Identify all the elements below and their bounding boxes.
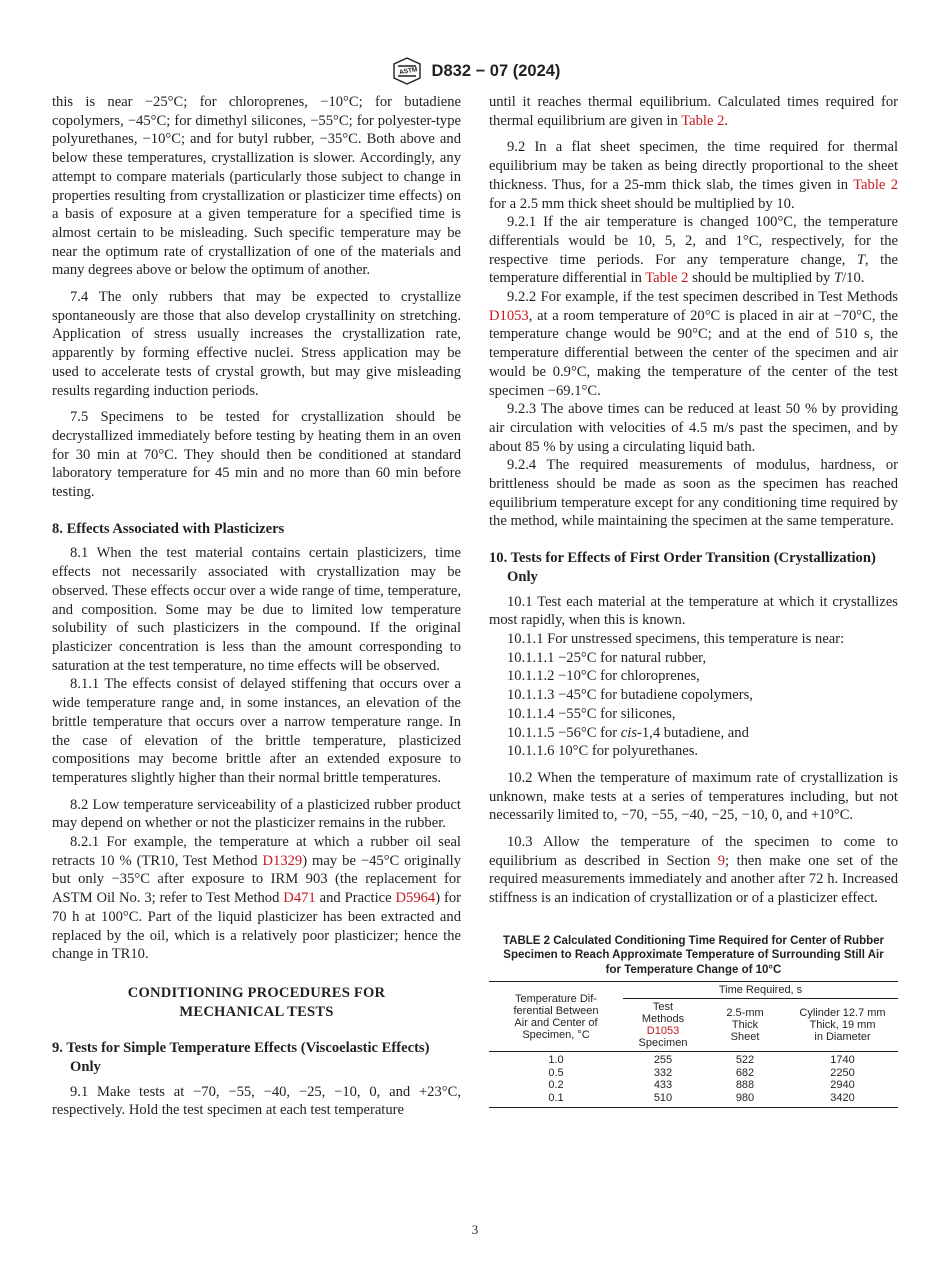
svg-text:ASTM: ASTM bbox=[398, 66, 418, 77]
column-group-time-required: Time Required, s bbox=[623, 982, 898, 999]
header-line: Temperature Dif- bbox=[515, 992, 597, 1005]
text-span: 9.2 In a flat sheet specimen, the time required for thermal equilibrium may be taken as being directly proportional to the sheet thickness. Thus, for a 25-mm thick slab, the times given in bbox=[489, 139, 898, 193]
paragraph-9-2-1 bbox=[489, 213, 898, 288]
link-d1053[interactable]: D1053 bbox=[646, 1025, 680, 1038]
text-span: ; then make one set of the required measurements immediately and another after 72 h. Increased stiffness is an indication of crystallization or of a plasticizer effect. bbox=[489, 852, 898, 907]
link-d5964[interactable]: D5964 bbox=[395, 890, 436, 907]
heading-line-2: MECHANICAL TESTS bbox=[179, 1003, 334, 1020]
link-d1053[interactable]: D1053 bbox=[489, 307, 529, 324]
document-code: D832 − 07 (2024) bbox=[431, 61, 561, 80]
list-item: 10.1.1.1 −25°C for natural rubber, bbox=[507, 649, 707, 666]
text-span: . bbox=[724, 112, 729, 129]
text-span: until it reaches thermal equilibrium. Calculated times required for thermal equilibrium are given in bbox=[489, 94, 898, 129]
section-10-heading: 10. Tests for Effects of First Order Transition (Crystallization) Only bbox=[489, 550, 876, 585]
table-cell: 0.2 bbox=[548, 1079, 564, 1092]
table-cell: 0.5 bbox=[548, 1066, 564, 1079]
header-line: Air and Center of bbox=[514, 1016, 598, 1029]
table-cell: 0.1 bbox=[489, 1092, 623, 1108]
conditioning-procedures-heading bbox=[52, 984, 461, 1021]
link-d1329[interactable]: D1329 bbox=[262, 852, 303, 869]
table-cell: 332 bbox=[653, 1066, 673, 1079]
link-section-9[interactable]: 9 bbox=[717, 852, 726, 869]
text-span: /10. bbox=[842, 270, 865, 287]
table-2 bbox=[489, 981, 898, 1108]
left-column bbox=[52, 93, 461, 1120]
text-span: 9.2.2 For example, if the test specimen described in Test Methods bbox=[507, 289, 898, 306]
column-header-temperature bbox=[489, 982, 623, 1052]
table-cell: 3420 bbox=[787, 1092, 898, 1108]
link-table-2[interactable]: Table 2 bbox=[645, 270, 689, 287]
text-span: 9.2.1 If the air temperature is changed 100°C, the temperature differentials would be 10, 5, 2, and 1°C, respectively, for the respective time periods. For any temperature change, bbox=[489, 214, 898, 268]
paragraph-9-1: 9.1 Make tests at −70, −55, −40, −25, −10, 0, and +23°C, respectively. Hold the test specimen at each test temperature bbox=[52, 1083, 461, 1119]
paragraph-8-1: 8.1 When the test material contains certain plasticizers, time effects not necessarily associated with crystallization may be observed. These effects occur over a wide range of time, temperature, and composition. Some may be due to limited low temperature solubility of such plasticizers in the compound. If the original plasticizer concentration is less than the amount corresponding to saturation at the test temperature, no time effects will be observed. bbox=[52, 545, 461, 674]
text-span: -1,4 butadiene, and bbox=[637, 724, 749, 741]
page-header bbox=[0, 56, 950, 86]
astm-logo-icon bbox=[390, 56, 424, 86]
link-d471[interactable]: D471 bbox=[283, 890, 316, 907]
heading-line-1: CONDITIONING PROCEDURES FOR bbox=[127, 984, 386, 1001]
section-8-heading: 8. Effects Associated with Plasticizers bbox=[52, 520, 285, 537]
link-table-2[interactable]: Table 2 bbox=[681, 112, 725, 129]
table-cell: 1740 bbox=[830, 1054, 855, 1067]
table-cell: 522 bbox=[735, 1054, 755, 1067]
paragraph-7-3-continued: this is near −25°C; for chloroprenes, −10°C; for butadiene copolymers, −45°C; for dimethyl silicones, −55°C; for polyester-type polyurethanes, −10°C; and for butyl rubber, −35°C. Both above and below these temperatures, crystallization is slower. Accordingly, any attempt to compare materials (particularly those subject to change in properties resulting from crystallization or plasticizer time effects) on a basis of exposure at a given temperature for a specified time is almost certain to be misleading. Such specific temperature may be near the optimum rate of crystallization of one of the materials and many degrees above or below the optimum of another. bbox=[52, 94, 461, 279]
table-row bbox=[489, 1092, 898, 1108]
header-line: Methods bbox=[641, 1013, 685, 1026]
table-cell: 510 bbox=[623, 1092, 703, 1108]
table-cell: 980 bbox=[703, 1092, 787, 1108]
link-table-2[interactable]: Table 2 bbox=[853, 176, 898, 193]
header-line: Cylinder 12.7 mm bbox=[799, 1007, 886, 1020]
header-line: ferential Between bbox=[513, 1004, 599, 1017]
paragraph-10-2: 10.2 When the temperature of maximum rate of crystallization is unknown, make tests at a series of temperatures including, but not necessarily limited to, −70, −55, −40, −25, −10, 0, and +10°C. bbox=[489, 769, 898, 824]
column-header-test-methods bbox=[623, 999, 703, 1052]
paragraph-7-5: 7.5 Specimens to be tested for crystallization should be decrystallized immediately before testing by heating them in an oven for 30 min at 70°C. They should then be conditioned at standard laboratory temperature for 45 min and no more than 60 min before testing. bbox=[52, 409, 461, 501]
page-number: 3 bbox=[471, 1222, 479, 1237]
header-line: Sheet bbox=[730, 1031, 760, 1044]
table-cell: 1.0 bbox=[548, 1054, 564, 1067]
column-header-cylinder bbox=[787, 999, 898, 1052]
column-header-sheet bbox=[703, 999, 787, 1052]
header-line: Thick, 19 mm bbox=[809, 1019, 876, 1032]
list-item: 10.1.1.2 −10°C for chloroprenes, bbox=[507, 668, 700, 685]
text-span: ) for 70 h at 100°C. Part of the liquid plasticizer has been extracted and replaced by the oil, which is a relatively poor plasticizer; hence the change in TR10. bbox=[52, 890, 461, 963]
text-span: should be multiplied by bbox=[688, 270, 834, 287]
section-9-heading: 9. Tests for Simple Temperature Effects (Viscoelastic Effects) Only bbox=[52, 1040, 430, 1076]
text-span: 8.2.1 For example, the temperature at which a rubber oil seal retracts 10 % (TR10, Test Method bbox=[52, 834, 461, 869]
header-line: in Diameter bbox=[814, 1031, 871, 1044]
italic-t: T bbox=[833, 270, 843, 287]
table-2-title: TABLE 2 Calculated Conditioning Time Required for Center of Rubber Specimen to Reach Approximate Temperature of Surrounding Still Air for Temperature Change of 10°C bbox=[502, 934, 884, 976]
header-line: Specimen, °C bbox=[522, 1028, 590, 1041]
paragraph-9-1-continued bbox=[489, 93, 898, 130]
paragraph-8-2: 8.2 Low temperature serviceability of a plasticized rubber product may depend on whether or not the plasticizer remains in the rubber. bbox=[52, 796, 461, 832]
paragraph-8-1-1: 8.1.1 The effects consist of delayed stiffening that occurs over a wide temperature range and, in some instances, an elevation of the brittle temperature that occurs over a narrow temperature range. In the case of elevation of the brittle temperature, plasticized compositions may become brittle after an extended exposure to temperatures slightly higher than their normal brittle temperatures. bbox=[52, 676, 461, 786]
table-row bbox=[489, 1067, 898, 1079]
italic-cis: cis bbox=[620, 724, 638, 741]
paragraph-10-1: 10.1 Test each material at the temperature at which it crystallizes most rapidly, when this is known. bbox=[489, 593, 898, 629]
text-span: and Practice bbox=[315, 890, 396, 907]
table-cell: 682 bbox=[735, 1066, 755, 1079]
list-item: 10.1.1.3 −45°C for butadiene copolymers, bbox=[507, 687, 753, 704]
text-span: 10.3 Allow the temperature of the specimen to come to equilibrium as described in Section bbox=[489, 834, 898, 869]
table-row bbox=[489, 1052, 898, 1067]
list-item: 10.1.1.6 10°C for polyurethanes. bbox=[507, 743, 699, 760]
paragraph-9-2-3: 9.2.3 The above times can be reduced at least 50 % by providing air circulation with velocities of 4.5 m/s past the specimen, and by about 85 % by using a circulating liquid bath. bbox=[489, 401, 898, 455]
text-span: , the temperature differential in bbox=[489, 251, 898, 287]
italic-t: T bbox=[856, 251, 866, 268]
paragraph-9-2-2 bbox=[489, 288, 898, 400]
table-row bbox=[489, 1079, 898, 1091]
paragraph-7-4: 7.4 The only rubbers that may be expected to crystallize spontaneously are those that also develop crystallinity on stretching. Application of stress usually increases the crystallization rate, apparently by forming effective nuclei. Stress application may be used to accelerate tests of crystal growth, but may give misleading results regarding induction periods. bbox=[52, 289, 461, 399]
paragraph-9-2-4: 9.2.4 The required measurements of modulus, hardness, or brittleness should be made as soon as the specimen has reached equilibrium temperature except for any conditioning time required by the method, while maintaining the specimen at the same temperature. bbox=[489, 457, 898, 530]
table-cell: 255 bbox=[653, 1054, 673, 1067]
text-span: 10.1.1.5 −56°C for bbox=[507, 724, 621, 741]
paragraph-9-2 bbox=[489, 138, 898, 213]
table-cell: 2940 bbox=[830, 1079, 855, 1092]
list-item: 10.1.1.4 −55°C for silicones, bbox=[507, 705, 676, 722]
paragraph-10-3 bbox=[489, 833, 898, 908]
header-line: Thick bbox=[731, 1019, 759, 1032]
table-cell: 433 bbox=[653, 1079, 673, 1092]
text-span: , at a room temperature of 20°C is placed in air at −70°C, the temperature change would be 90°C; and at the end of 510 s, the temperature differential between the center of the specimen and air would be 0.9°C, making the temperature of the center of the test specimen −69.1°C. bbox=[489, 307, 898, 399]
header-line: 2.5-mm bbox=[726, 1007, 764, 1020]
list-item bbox=[489, 724, 898, 743]
table-cell: 888 bbox=[735, 1079, 755, 1092]
right-column bbox=[489, 93, 898, 1108]
paragraph-10-1-1: 10.1.1 For unstressed specimens, this temperature is near: bbox=[507, 630, 845, 647]
header-line: Specimen bbox=[638, 1037, 688, 1050]
header-line: Test bbox=[652, 1001, 674, 1014]
paragraph-8-2-1 bbox=[52, 833, 461, 964]
text-span: for a 2.5 mm thick sheet should be multiplied by 10. bbox=[489, 195, 795, 212]
table-cell: 2250 bbox=[830, 1066, 855, 1079]
text-span: ) may be −45°C originally but only −35°C after exposure to IRM 903 (the replacement for ASTM Oil No. 3; refer to Test Method bbox=[52, 852, 462, 907]
